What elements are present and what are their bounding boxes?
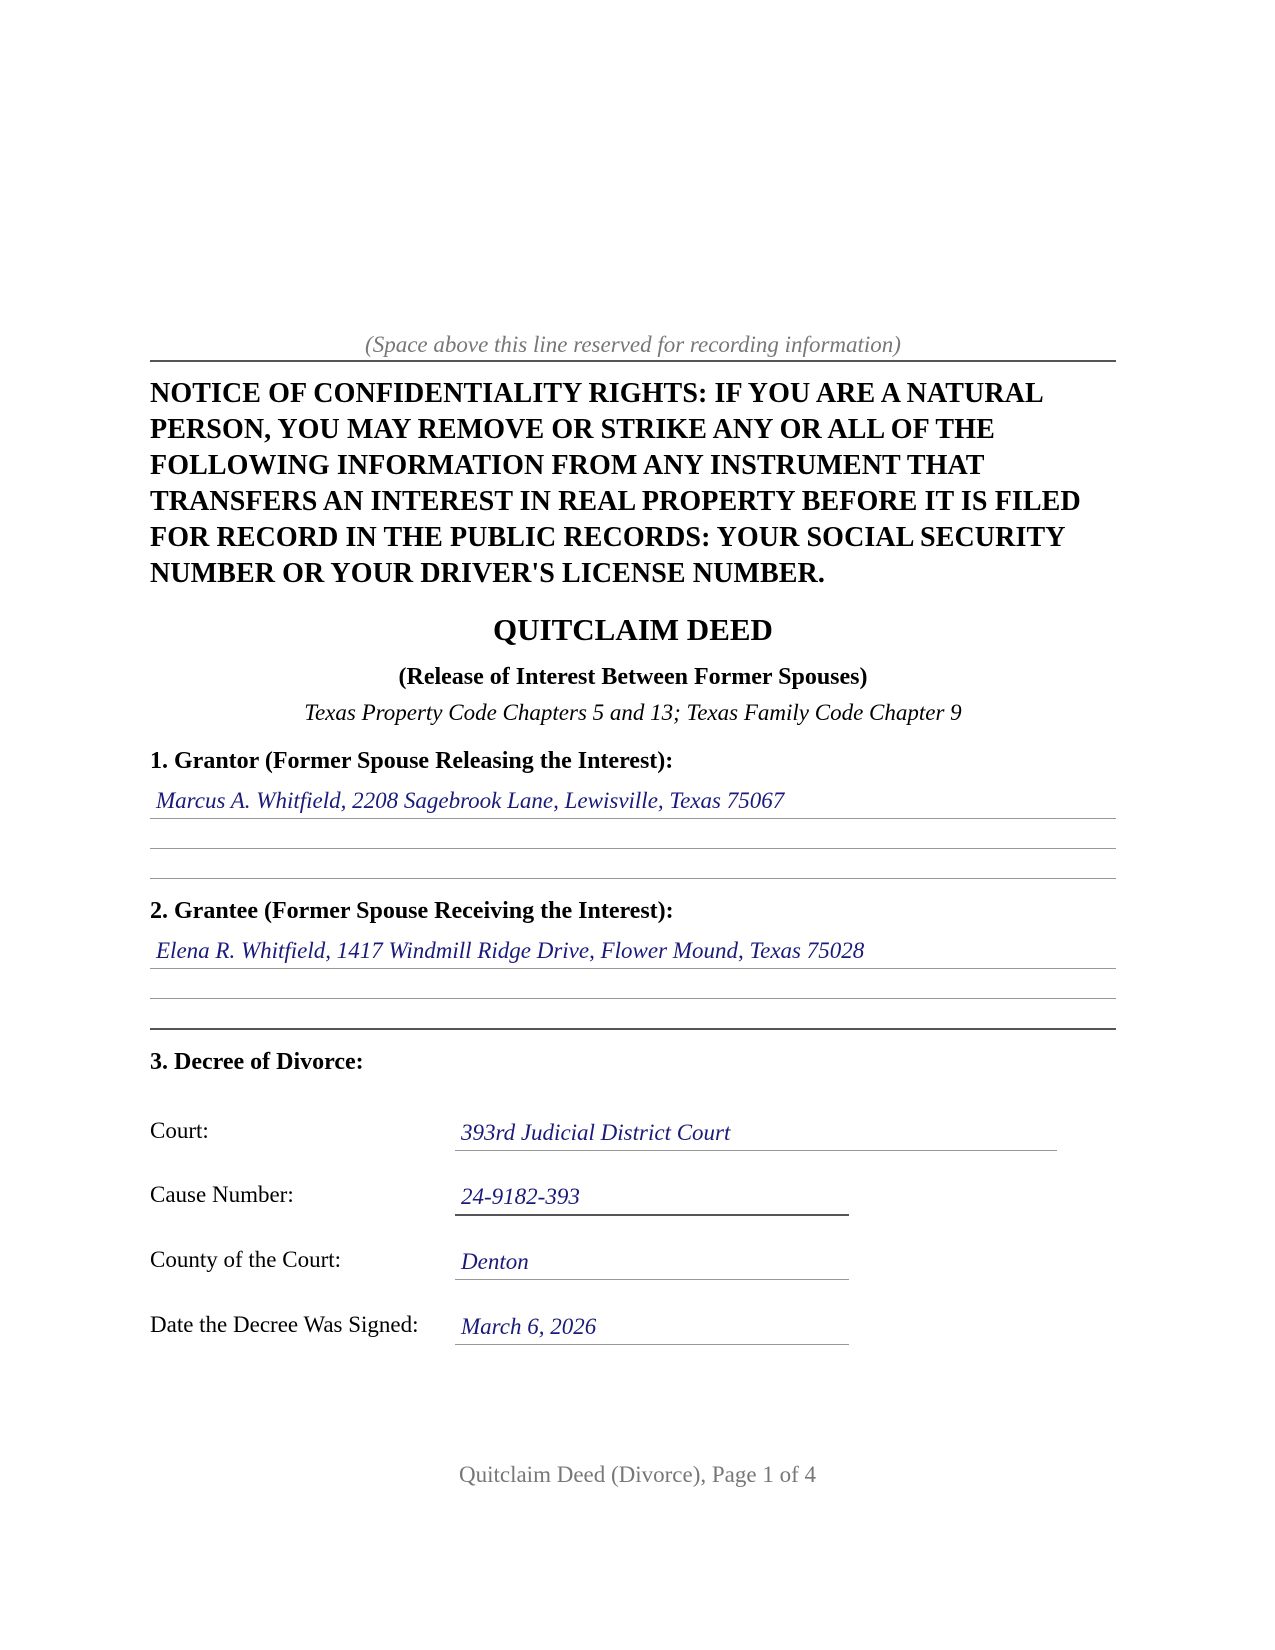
decree-date-label: Date the Decree Was Signed:	[150, 1312, 419, 1337]
grantee-value: Elena R. Whitfield, 1417 Windmill Ridge Drive, Flower Mound, Texas 75028	[156, 938, 865, 963]
court-field[interactable]	[455, 1116, 1057, 1151]
grantee-heading: 2. Grantee (Former Spouse Receiving the Interest):	[150, 898, 674, 924]
county-value: Denton	[461, 1249, 529, 1274]
county-label: County of the Court:	[150, 1247, 342, 1272]
grantee-line-3[interactable]	[150, 998, 1116, 1030]
decree-date-field[interactable]	[455, 1310, 849, 1345]
grantor-line-1[interactable]	[150, 788, 1116, 819]
cause-number-field[interactable]	[455, 1180, 849, 1216]
grantor-line-3[interactable]	[150, 848, 1116, 879]
decree-heading: 3. Decree of Divorce:	[150, 1049, 364, 1075]
document-subtitle: (Release of Interest Between Former Spouses)	[398, 664, 868, 690]
court-value: 393rd Judicial District Court	[461, 1120, 731, 1145]
cause-number-label: Cause Number:	[150, 1182, 294, 1207]
statute-reference: Texas Property Code Chapters 5 and 13; Texas Family Code Chapter 9	[304, 700, 962, 725]
cause-number-value: 24-9182-393	[461, 1184, 580, 1209]
grantee-line-2[interactable]	[150, 968, 1116, 999]
confidentiality-notice: NOTICE OF CONFIDENTIALITY RIGHTS: IF YOU ARE A NATURAL PERSON, YOU MAY REMOVE OR STRIKE ANY OR ALL OF THE FOLLOWING INFORMATION FROM ANY INSTRUMENT THAT TRANSFERS AN INTEREST IN REAL PROPERTY BEFORE IT IS FILED FOR RECORD IN THE PUBLIC RECORDS: YOUR SOCIAL SECURITY NUMBER OR YOUR DRIVER'S LICENSE NUMBER.	[150, 378, 1081, 589]
grantor-line-2[interactable]	[150, 818, 1116, 849]
decree-date-value: March 6, 2026	[461, 1314, 597, 1339]
grantor-value: Marcus A. Whitfield, 2208 Sagebrook Lane, Lewisville, Texas 75067	[156, 788, 785, 813]
grantor-heading: 1. Grantor (Former Spouse Releasing the Interest):	[150, 748, 674, 774]
county-field[interactable]	[455, 1245, 849, 1280]
court-label: Court:	[150, 1118, 209, 1143]
recording-space-note: (Space above this line reserved for recording information)	[150, 330, 1116, 362]
grantee-line-1[interactable]	[150, 938, 1116, 969]
page-footer: Quitclaim Deed (Divorce), Page 1 of 4	[458, 1462, 817, 1487]
document-title: QUITCLAIM DEED	[493, 612, 773, 647]
